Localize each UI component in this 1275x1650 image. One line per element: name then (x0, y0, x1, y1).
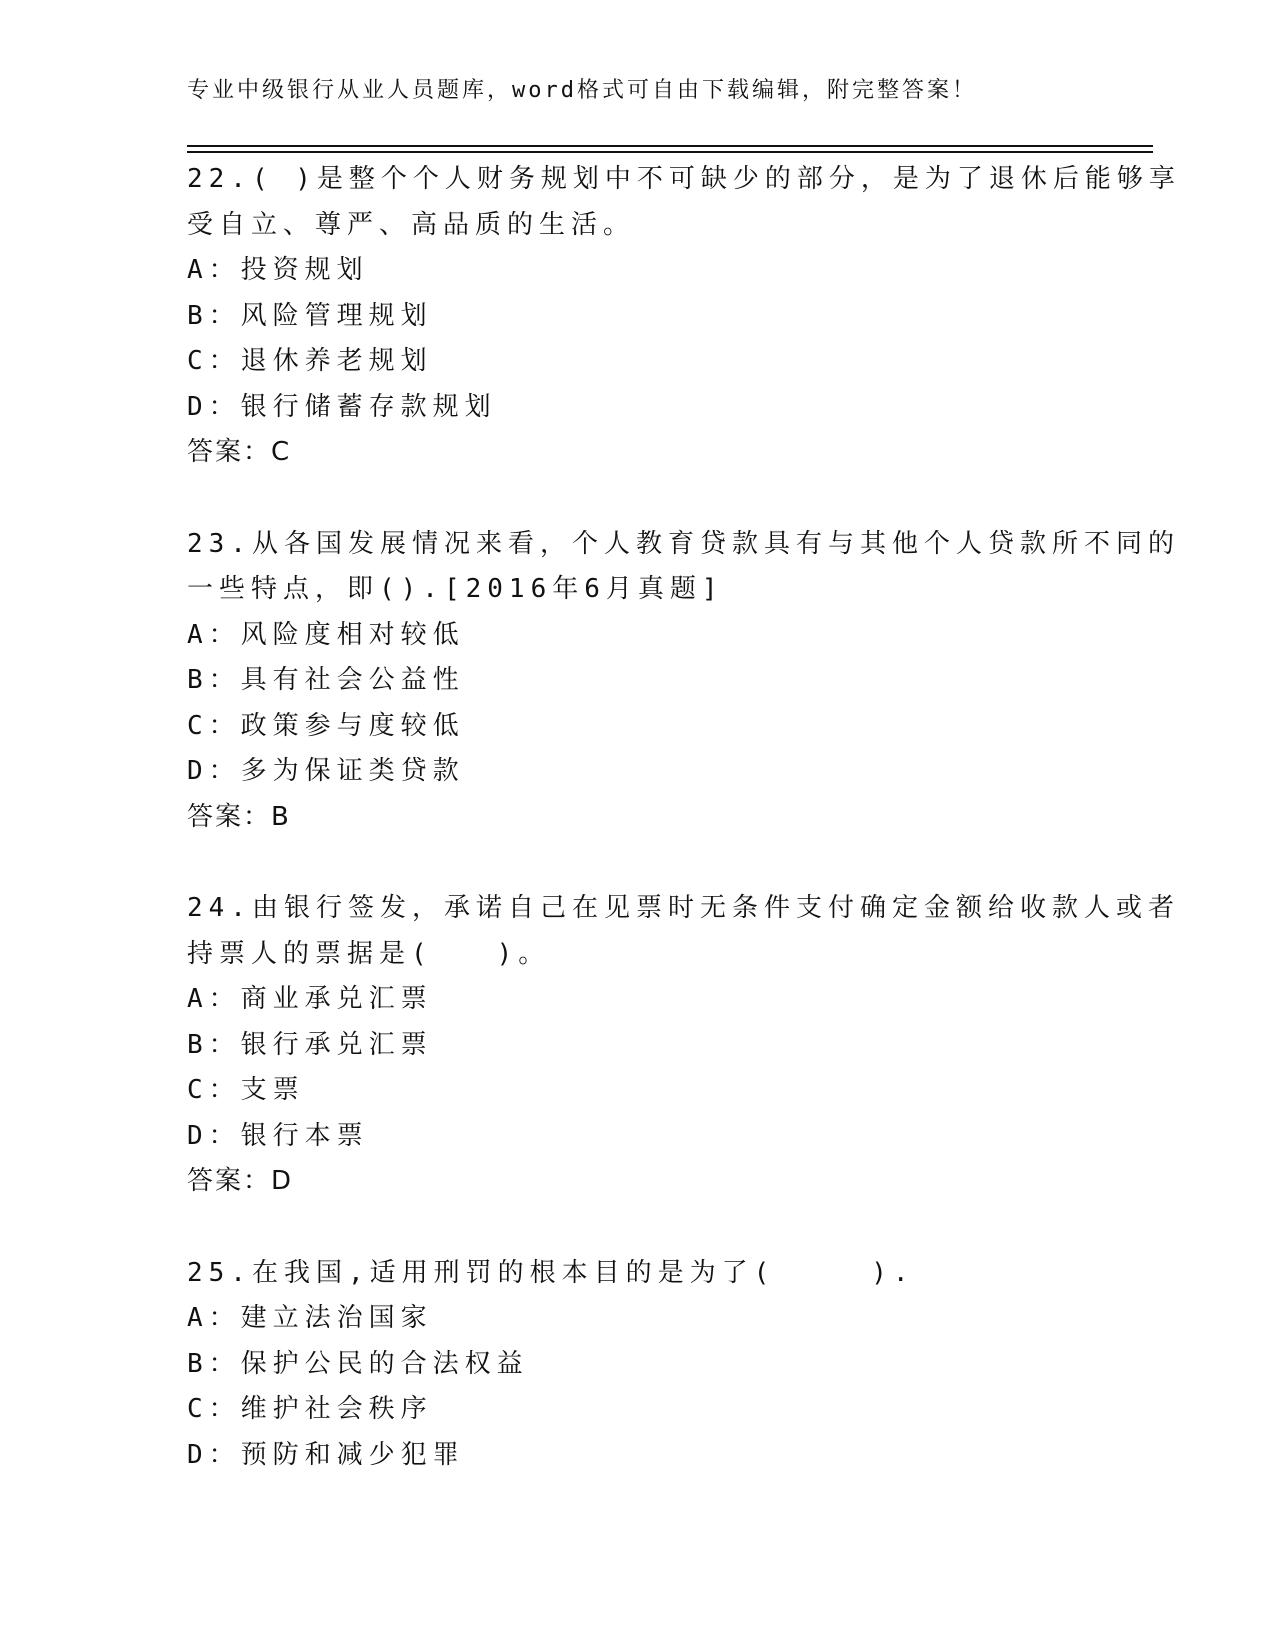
question-stem-line: 一些特点，即().[2016年6月真题] (187, 574, 724, 604)
option-d: D：多为保证类贷款 (187, 756, 465, 786)
question-spacer (187, 1205, 1087, 1251)
option-b: B：银行承兑汇票 (187, 1029, 433, 1060)
option-d: D：银行储蓄存款规划 (187, 391, 497, 422)
option-b: B：具有社会公益性 (187, 665, 465, 695)
option-a: A：风险度相对较低 (187, 619, 465, 650)
header-divider-bottom (187, 151, 1153, 153)
question-25 (187, 1251, 1087, 1479)
question-stem-line: 24.由银行签发，承诺自己在见票时无条件支付确定金额给收款人或者 (187, 893, 1180, 923)
page-header: 专业中级银行从业人员题库，word格式可自由下载编辑，附完整答案！ (187, 78, 977, 103)
question-23 (187, 522, 1180, 841)
question-24 (187, 886, 1180, 1205)
question-spacer (187, 476, 1087, 522)
option-d: D：预防和减少犯罪 (187, 1439, 465, 1470)
question-stem-line: 持票人的票据是( )。 (187, 938, 551, 969)
answer-label: 答案：D (187, 1166, 294, 1196)
question-spacer (187, 840, 1087, 886)
option-a: A：商业承兑汇票 (187, 984, 433, 1014)
option-b: B：风险管理规划 (187, 300, 433, 331)
option-a: A：投资规划 (187, 255, 369, 285)
answer-label: 答案：B (187, 801, 291, 832)
option-c: C：政策参与度较低 (187, 710, 465, 741)
question-stem-line: 23.从各国发展情况来看，个人教育贷款具有与其他个人贷款所不同的 (187, 528, 1180, 559)
option-b: B：保护公民的合法权益 (187, 1348, 529, 1379)
option-c: C：退休养老规划 (187, 346, 433, 376)
option-c: C：维护社会秩序 (187, 1394, 433, 1424)
header-divider-top (187, 145, 1153, 147)
question-list (187, 157, 1181, 1478)
option-c: C：支票 (187, 1075, 305, 1105)
question-22 (187, 157, 1181, 476)
option-d: D：银行本票 (187, 1120, 369, 1151)
question-stem-line: 22.( )是整个个人财务规划中不可缺少的部分，是为了退休后能够享 (187, 164, 1181, 194)
question-stem-line: 受自立、尊严、高品质的生活。 (187, 209, 636, 240)
answer-label: 答案：C (187, 437, 292, 467)
question-stem-line: 25.在我国,适用刑罚的根本目的是为了( ). (187, 1257, 915, 1288)
option-a: A：建立法治国家 (187, 1303, 433, 1333)
